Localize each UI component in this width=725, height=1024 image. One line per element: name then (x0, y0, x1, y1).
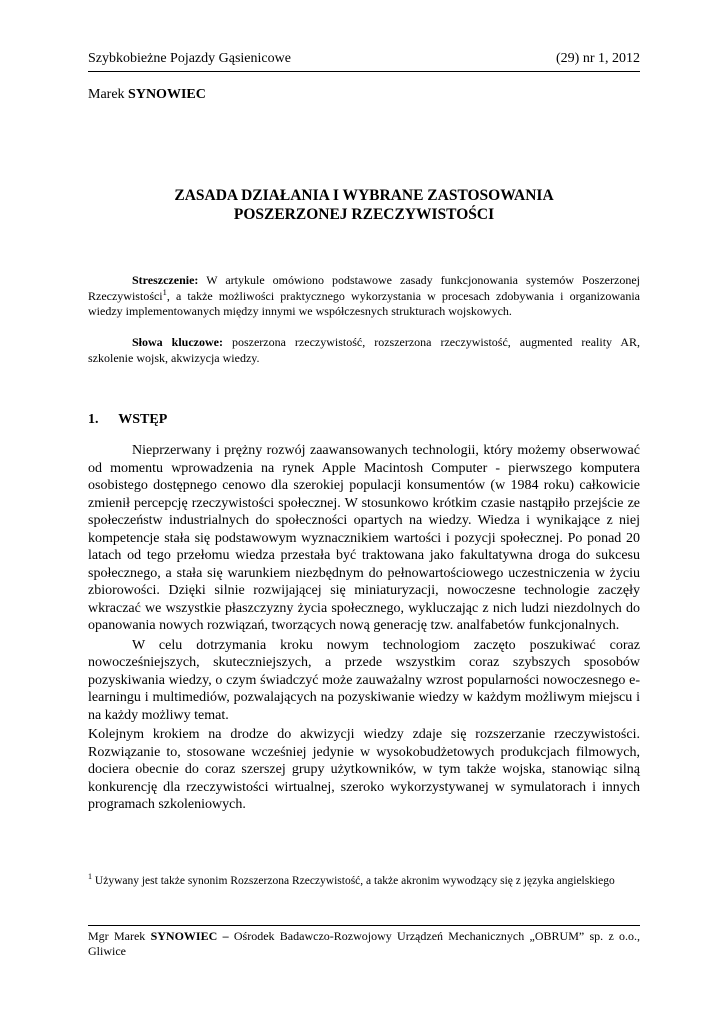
abstract-footnote-mark: 1 (162, 287, 167, 297)
section-title: WSTĘP (118, 412, 168, 427)
abstract-text-b: , a także możliwości praktycznego wykorzystania w procesach zdobywania i organizowania wiedzy implementowanych między innymi we współczesnych strukturach wojskowych. (88, 288, 640, 318)
footer-rule (88, 925, 640, 926)
paragraph-1: Nieprzerwany i prężny rozwój zaawansowanych technologii, który możemy obserwować od momentu wprowadzenia na rynek Apple Macintosh Computer - pierwszego komputera osobistego dostępnego cenowo dla szerokiej populacji konsumentów (w 1984 roku) całkowicie zmienił percepcję rzeczywistości społecznej. W stosunkowo krótkim czasie nastąpiło przejście ze społeczeństw industrialnych do społeczności opartych na wiedzy. Wiedza i wynikające z niej kompetencje stała się podstawowym wyznacznikiem wartości i pozycji społecznej. Po ponad 20 latach od tego przełomu wiedza przestała być traktowana jako fakultatywna droga do sukcesu społecznego, a stała się warunkiem niezbędnym do pełnowartościowego uczestniczenia w życiu zbiorowości. Dzięki silnie rozwijającej się miniaturyzacji, nowoczesne technologie zaczęły wkraczać we wszystkie płaszczyzny życia społecznego, wykluczając z nich ludzi niezdolnych do opanowania nowych rozwiązań, tworzących nową generację tzw. analfabetów funkcjonalnych. (88, 443, 640, 633)
footnote-text: Używany jest także synonim Rozszerzona Rzeczywistość, a także akronim wywodzący się z języka angielskiego (94, 875, 615, 887)
author-last-name: SYNOWIEC (128, 87, 206, 102)
keywords (88, 335, 640, 366)
author-line (88, 87, 206, 103)
abstract-label: Streszczenie: (132, 273, 199, 287)
author-first-name: Marek (88, 87, 125, 102)
issue-number: (29) nr 1, 2012 (556, 51, 640, 66)
footnote (88, 874, 640, 889)
running-header (88, 51, 640, 67)
footer-prefix: Mgr Marek (88, 929, 146, 943)
journal-name: Szybkobieżne Pojazdy Gąsienicowe (88, 51, 291, 66)
paragraph-3: Kolejnym krokiem na drodze do akwizycji wiedzy zdaje się rozszerzanie rzeczywistości. Rozwiązanie to, stosowane wcześniej jedynie w wysokobudżetowych produkcjach filmowych, dociera obecnie do coraz szerszej grupy użytkowników, w tym także wojska, stanowiąc silną konkurencję dla rzeczywistości wirtualnej, szeroko wykorzystywanej w symulatorach i innych programach szkoleniowych. (88, 727, 640, 812)
section-heading (88, 412, 167, 428)
body-text (88, 442, 640, 814)
footer-affiliation: Ośrodek Badawczo-Rozwojowy Urządzeń Mechanicznych „OBRUM” sp. z o.o., Gliwice (88, 929, 641, 958)
section-number: 1. (88, 412, 99, 427)
abstract-text-a: W artykule omówiono podstawowe zasady funkcjonowania systemów Poszerzonej Rzeczywistości (88, 273, 640, 303)
keywords-text: poszerzona rzeczywistość, rozszerzona rzeczywistość, augmented reality AR, szkolenie wojsk, akwizycja wiedzy. (88, 335, 641, 365)
author-affiliation (88, 929, 640, 959)
abstract (88, 273, 640, 320)
footer-name: SYNOWIEC (150, 929, 218, 943)
paragraph-2: W celu dotrzymania kroku nowym technologiom zaczęto poszukiwać coraz nowocześniejszych, skuteczniejszych, a przede wszystkim coraz szybszych sposobów pozyskiwania wiedzy, o czym świadczyć może zauważalny wzrost popularności nowoczesnego e-learningu i multimediów, pozwalających na pozyskiwanie wiedzy w każdym możliwym miejscu i na każdy możliwy temat. (88, 637, 640, 723)
footer-dash: – (222, 929, 229, 943)
title-line-1: ZASADA DZIAŁANIA I WYBRANE ZASTOSOWANIA (174, 187, 554, 204)
header-rule (88, 71, 640, 72)
keywords-label: Słowa kluczowe: (132, 335, 223, 349)
footnote-mark: 1 (88, 872, 93, 882)
title-line-2: POSZERZONEJ RZECZYWISTOŚCI (233, 206, 495, 223)
paper-title (88, 186, 640, 224)
